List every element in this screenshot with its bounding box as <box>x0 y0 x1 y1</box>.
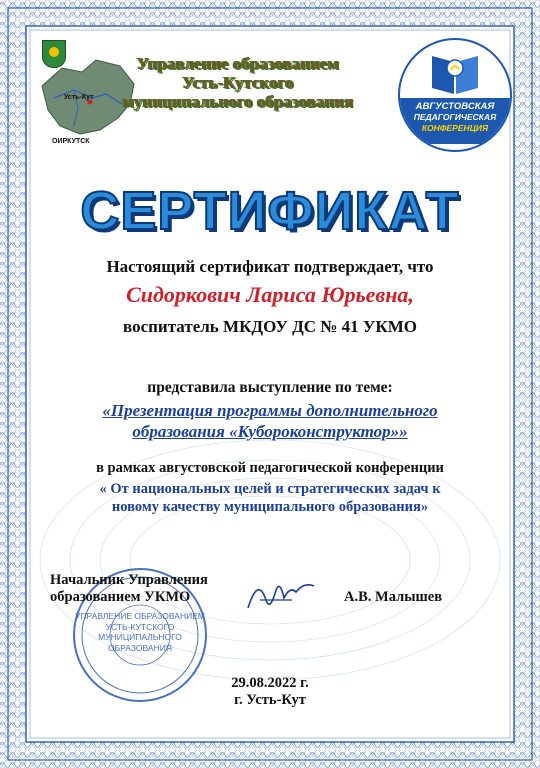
topic-line1: «Презентация программы дополнительного <box>102 401 438 420</box>
signer-role-line2: образованием УКМО <box>50 589 191 605</box>
org-title: Управление образованием Усть-Кутского муниципального образования <box>122 54 354 111</box>
topic-line2: образования «Кубороконструктор»» <box>132 422 408 441</box>
conference-line1: « От национальных целей и стратегических задач к <box>99 481 441 497</box>
context-text: в рамках августовской педагогической конференции <box>96 460 444 476</box>
signer-role-line1: Начальник Управления <box>50 572 208 588</box>
open-book-icon <box>430 46 480 96</box>
coat-of-arms-icon <box>42 40 66 68</box>
presented-text: представила выступление по теме: <box>147 379 393 396</box>
confirm-text: Настоящий сертификат подтверждает, что <box>106 257 434 276</box>
conference-logo-line2: ПЕДАГОГИЧЕСКАЯ <box>413 112 497 122</box>
conference-logo-line1: АВГУСТОВСКАЯ <box>415 101 495 112</box>
signer-name: А.В. Малышев <box>344 589 443 605</box>
certificate-title: СЕРТИФИКАТ <box>80 181 460 241</box>
conference-logo-line3: КОНФЕРЕНЦИЯ <box>421 123 489 133</box>
certificate-date: 29.08.2022 г. <box>231 675 309 691</box>
recipient-position: воспитатель МКДОУ ДС № 41 УКМО <box>123 317 417 336</box>
map-label-city: Усть-Кут <box>64 94 94 101</box>
conference-logo-banner <box>400 98 510 144</box>
certificate-place: г. Усть-Кут <box>234 692 306 708</box>
conference-logo <box>398 38 512 152</box>
map-label-region: ОИРКУТСК <box>52 138 90 145</box>
recipient-name: Сидоркович Лариса Юрьевна, <box>126 282 414 307</box>
stamp-text: УПРАВЛЕНИЕ ОБРАЗОВАНИЕМ УСТЬ-КУТСКОГО МУНИЦИПАЛЬНОГО ОБРАЗОВАНИЯ <box>75 611 205 653</box>
handwritten-signature <box>240 570 320 620</box>
conference-line2: новому качеству муниципального образования» <box>111 499 429 515</box>
